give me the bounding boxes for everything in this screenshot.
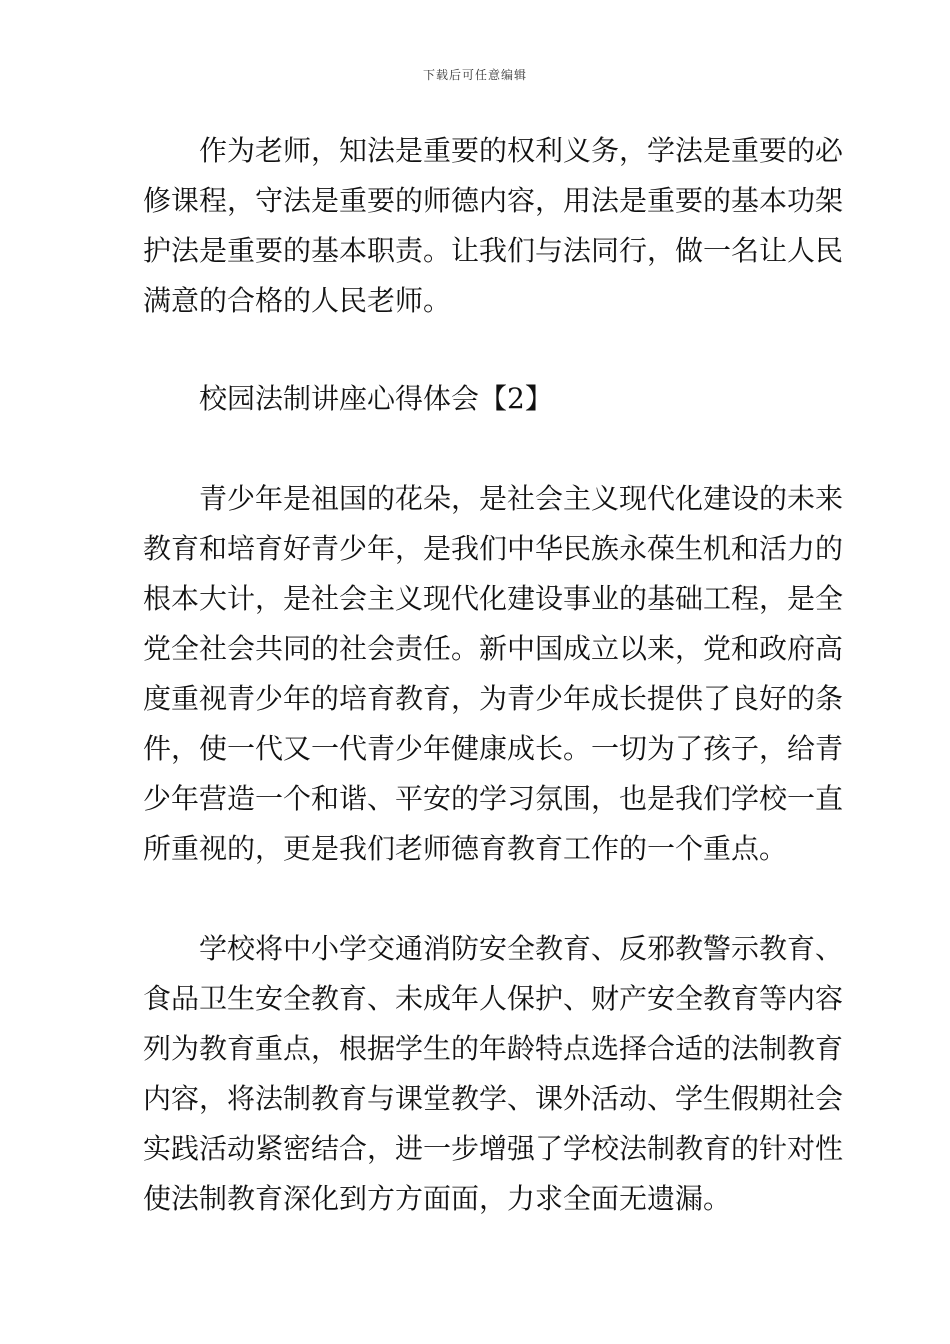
paragraph-2 <box>143 474 844 874</box>
paragraph-line: 教育和培育好青少年，是我们中华民族永葆生机和活力的 <box>143 532 844 565</box>
section-heading <box>143 374 808 424</box>
paragraph-line: 实践活动紧密结合，进一步增强了学校法制教育的针对性 <box>143 1132 844 1165</box>
paragraph-line: 根本大计，是社会主义现代化建设事业的基础工程，是全 <box>143 582 844 615</box>
paragraph-line: 作为老师，知法是重要的权利义务，学法是重要的必 <box>143 134 844 167</box>
paragraph-line: 度重视青少年的培育教育，为青少年成长提供了良好的条 <box>143 682 844 715</box>
paragraph-3 <box>143 924 844 1224</box>
paragraph-line: 学校将中小学交通消防安全教育、反邪教警示教育、 <box>143 932 844 965</box>
paragraph-line: 青少年是祖国的花朵，是社会主义现代化建设的未来 <box>143 482 844 515</box>
header-note: 下载后可任意编辑 <box>422 68 527 82</box>
paragraph-line: 列为教育重点，根据学生的年龄特点选择合适的法制教育 <box>143 1032 844 1065</box>
paragraph-line: 修课程，守法是重要的师德内容，用法是重要的基本功架 <box>143 184 844 217</box>
paragraph-line: 使法制教育深化到方方面面，力求全面无遗漏。 <box>143 1182 732 1215</box>
paragraph-line: 食品卫生安全教育、未成年人保护、财产安全教育等内容 <box>143 982 844 1015</box>
paragraph-line: 件，使一代又一代青少年健康成长。一切为了孩子，给青 <box>143 732 844 765</box>
paragraph-line: 党全社会共同的社会责任。新中国成立以来，党和政府高 <box>143 632 844 665</box>
section-heading-text: 校园法制讲座心得体会【2】 <box>143 382 553 415</box>
paragraph-line: 护法是重要的基本职责。让我们与法同行，做一名让人民 <box>143 234 844 267</box>
paragraph-line: 内容，将法制教育与课堂教学、课外活动、学生假期社会 <box>143 1082 844 1115</box>
paragraph-line: 所重视的，更是我们老师德育教育工作的一个重点。 <box>143 832 788 865</box>
paragraph-line: 满意的合格的人民老师。 <box>143 284 452 317</box>
paragraph-1 <box>143 126 844 326</box>
paragraph-line: 少年营造一个和谐、平安的学习氛围，也是我们学校一直 <box>143 782 844 815</box>
